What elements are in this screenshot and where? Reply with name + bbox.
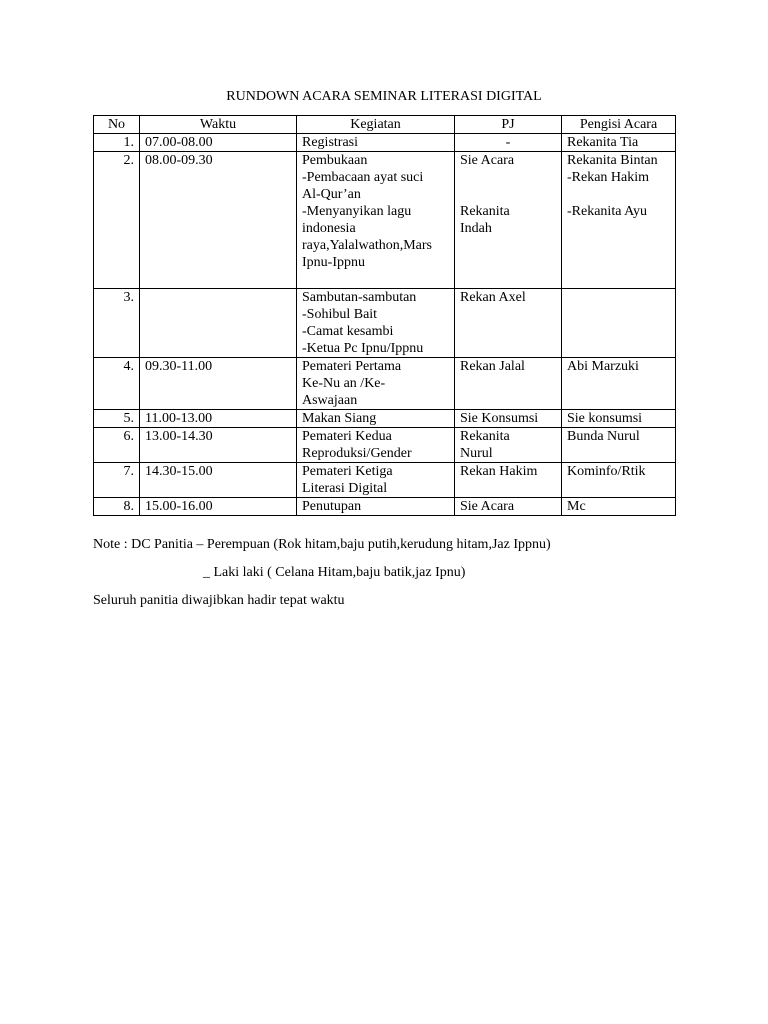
pj-line: Rekanita [460, 429, 510, 444]
cell-waktu: 09.30-11.00 [140, 358, 297, 410]
cell-pj [455, 410, 562, 428]
table-header-row [94, 116, 676, 134]
kegiatan-line: Sambutan-sambutan [302, 290, 417, 305]
cell-kegiatan [297, 410, 455, 428]
cell-kegiatan [297, 498, 455, 516]
rundown-table [93, 115, 676, 516]
pengisi-line: Mc [567, 499, 586, 514]
pengisi-line: Kominfo/Rtik [567, 464, 646, 479]
cell-pengisi-acara [562, 152, 676, 289]
cell-pengisi-acara [562, 410, 676, 428]
pj-line: Sie Konsumsi [460, 411, 539, 426]
pengisi-line: Rekanita Bintan [567, 153, 658, 168]
cell-pj [455, 358, 562, 410]
cell-waktu: 07.00-08.00 [140, 134, 297, 152]
kegiatan-line: Makan Siang [302, 411, 377, 426]
cell-waktu [140, 289, 297, 358]
kegiatan-line: Penutupan [302, 499, 362, 514]
kegiatan-line: Al-Qur’an [302, 187, 361, 202]
cell-waktu: 14.30-15.00 [140, 463, 297, 498]
note-attendance: Seluruh panitia diwajibkan hadir tepat waktu [93, 593, 345, 608]
cell-pengisi-acara [562, 428, 676, 463]
pj-line: Rekanita [460, 204, 510, 219]
kegiatan-line: -Ketua Pc Ipnu/Ippnu [302, 341, 424, 356]
cell-kegiatan [297, 463, 455, 498]
cell-no: 8. [94, 498, 140, 516]
cell-waktu: 08.00-09.30 [140, 152, 297, 289]
kegiatan-line: Pembukaan [302, 153, 368, 168]
table-row [94, 289, 676, 358]
spacer [460, 186, 556, 203]
pj-line: Sie Acara [460, 499, 515, 514]
kegiatan-line: Pemateri Kedua [302, 429, 392, 444]
kegiatan-line: raya,Yalalwathon,Mars [302, 238, 432, 253]
pengisi-line: Rekanita Tia [567, 135, 639, 150]
pengisi-line: -Rekanita Ayu [567, 204, 647, 219]
pj-line: Rekan Jalal [460, 359, 525, 374]
document-title: RUNDOWN ACARA SEMINAR LITERASI DIGITAL [226, 89, 542, 104]
cell-pengisi-acara [562, 498, 676, 516]
cell-pengisi-acara [562, 134, 676, 152]
cell-waktu: 15.00-16.00 [140, 498, 297, 516]
pj-line: Rekan Hakim [460, 464, 538, 479]
cell-no: 5. [94, 410, 140, 428]
header-no: No [94, 116, 140, 134]
header-pengisi-acara: Pengisi Acara [562, 116, 676, 134]
pj-line: - [505, 135, 511, 150]
cell-pj [455, 134, 562, 152]
cell-kegiatan [297, 358, 455, 410]
kegiatan-line: Ke-Nu an /Ke- [302, 376, 386, 391]
pj-line: Rekan Axel [460, 290, 526, 305]
cell-pj [455, 428, 562, 463]
blank-line [302, 271, 449, 288]
table-row [94, 134, 676, 152]
kegiatan-line: -Sohibul Bait [302, 307, 378, 322]
table-row [94, 358, 676, 410]
pj-line: Sie Acara [460, 153, 515, 168]
kegiatan-line: Pemateri Ketiga [302, 464, 393, 479]
table-row [94, 498, 676, 516]
header-waktu: Waktu [140, 116, 297, 134]
cell-pj [455, 463, 562, 498]
kegiatan-line: Reproduksi/Gender [302, 446, 412, 461]
header-pj: PJ [455, 116, 562, 134]
table-row [94, 463, 676, 498]
table-row [94, 410, 676, 428]
cell-pengisi-acara [562, 463, 676, 498]
pj-line: Nurul [460, 446, 493, 461]
cell-pengisi-acara [562, 289, 676, 358]
kegiatan-line: -Menyanyikan lagu [302, 204, 412, 219]
cell-pj [455, 498, 562, 516]
spacer [567, 186, 670, 203]
cell-no: 6. [94, 428, 140, 463]
pj-line: Indah [460, 221, 492, 236]
kegiatan-line: -Pembacaan ayat suci [302, 170, 424, 185]
kegiatan-line: Ipnu-Ippnu [302, 255, 365, 270]
cell-waktu: 11.00-13.00 [140, 410, 297, 428]
cell-pengisi-acara [562, 358, 676, 410]
cell-waktu: 13.00-14.30 [140, 428, 297, 463]
cell-kegiatan [297, 289, 455, 358]
kegiatan-line: indonesia [302, 221, 356, 236]
cell-no: 7. [94, 463, 140, 498]
spacer [460, 169, 556, 186]
cell-pj [455, 289, 562, 358]
kegiatan-line: -Camat kesambi [302, 324, 394, 339]
cell-kegiatan [297, 152, 455, 289]
table-row [94, 428, 676, 463]
pengisi-line: -Rekan Hakim [567, 170, 650, 185]
cell-kegiatan [297, 134, 455, 152]
cell-no: 3. [94, 289, 140, 358]
header-kegiatan: Kegiatan [297, 116, 455, 134]
pengisi-line: Sie konsumsi [567, 411, 643, 426]
kegiatan-line: Literasi Digital [302, 481, 388, 496]
note-dress-code-men: _ Laki laki ( Celana Hitam,baju batik,jaz Ipnu) [203, 565, 466, 580]
pengisi-line: Abi Marzuki [567, 359, 639, 374]
cell-kegiatan [297, 428, 455, 463]
cell-pj [455, 152, 562, 289]
note-dress-code-women: Note : DC Panitia – Perempuan (Rok hitam,baju putih,kerudung hitam,Jaz Ippnu) [93, 537, 551, 552]
table-row [94, 152, 676, 289]
pengisi-line: Bunda Nurul [567, 429, 640, 444]
kegiatan-line: Pemateri Pertama [302, 359, 402, 374]
cell-no: 1. [94, 134, 140, 152]
kegiatan-line: Registrasi [302, 135, 358, 150]
cell-no: 2. [94, 152, 140, 289]
cell-no: 4. [94, 358, 140, 410]
kegiatan-line: Aswajaan [302, 393, 358, 408]
